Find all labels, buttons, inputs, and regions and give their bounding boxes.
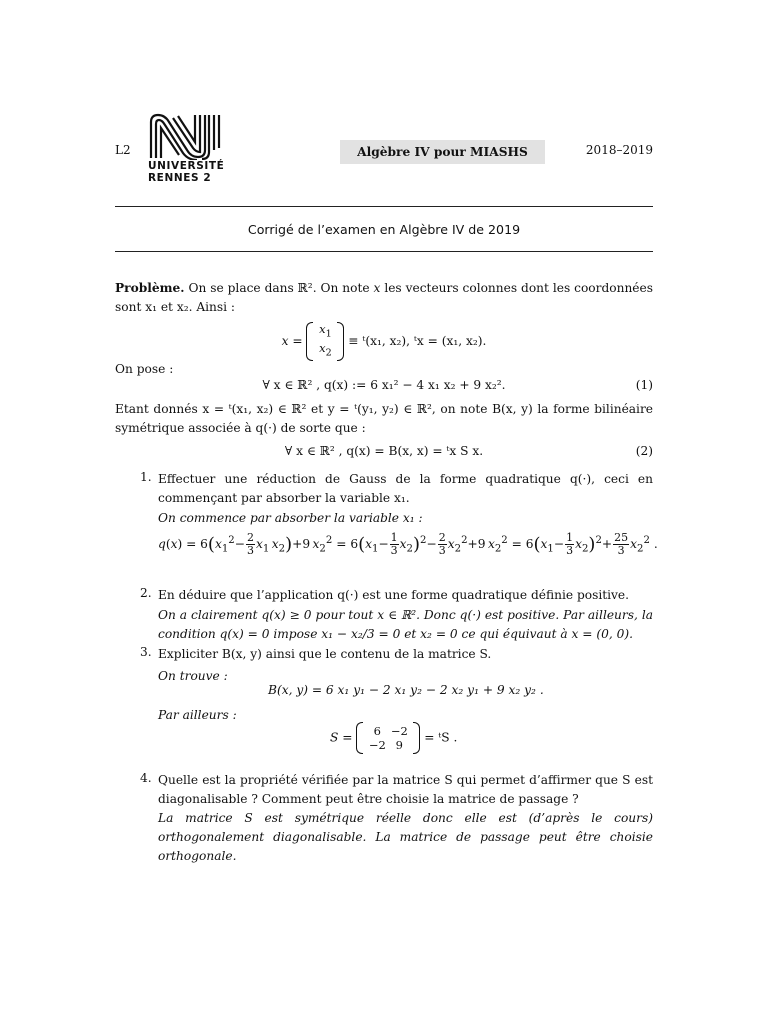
university-wordmark [148,160,224,184]
question-3-text: Expliciter B(x, y) ainsi que le contenu de la matrice S. [158,647,492,661]
matrix-S-tail: = ᵗS . [424,730,458,745]
question-1-answer: On commence par absorber la variable x₁ : [158,511,423,525]
question-4-number: 4. [140,771,152,785]
equation-2: ∀ x ∈ ℝ² , q(x) = B(x, x) = ᵗx S x. [284,444,484,458]
bilinear-form-text: Etant donnés x = ᵗ(x₁, x₂) ∈ ℝ² et y = ᵗ(y₁, y₂) ∈ ℝ², on note B(x, y) la forme bilinéaire symétrique associée à q(·) de sorte que : [115,402,653,435]
problem-heading: Problème. [115,281,185,295]
vector-equation-tail: ≡ ᵗ(x₁, x₂), ᵗx = (x₁, x₂). [348,333,487,348]
university-logo [147,112,225,160]
intro-part-a: On se place dans ℝ². On note [184,281,374,295]
question-1-text: Effectuer une réduction de Gauss de la forme quadratique q(·), ceci en commençant par absorber la variable x₁. [158,472,653,505]
academic-year: 2018–2019 [585,143,653,157]
problem-intro [115,279,653,317]
question-4-text: Quelle est la propriété vérifiée par la matrice S qui permet d’affirmer que S est diagonalisable ? Comment peut être choisie la matrice de passage ? [158,773,653,806]
equation-1: ∀ x ∈ ℝ² , q(x) := 6 x₁² − 4 x₁ x₂ + 9 x₂². [262,378,506,392]
question-3-number: 3. [140,645,152,659]
matrix-S-equation: S = 6 −2 −2 9 = ᵗS . [330,724,458,752]
bilinear-form-equation: B(x, y) = 6 x₁ y₁ − 2 x₁ y₂ − 2 x₂ y₁ + 9 x₂ y₂ . [268,683,544,697]
question-3-answer-b: Par ailleurs : [158,708,237,722]
question-1-number: 1. [140,470,152,484]
course-title: Algèbre IV pour MIASHS [340,140,545,164]
level-label: L2 [115,143,131,157]
equation-2-number: (2) [635,444,653,458]
university-line-2: RENNES 2 [148,172,212,184]
column-vector: $x_1$ $x_2$ [306,322,344,361]
equation-1-number: (1) [635,378,653,392]
question-2-number: 2. [140,586,152,600]
university-line-1: UNIVERSITÉ [148,160,225,172]
bottom-rule [115,251,653,252]
intro-part-b: les vecteurs colonnes dont les coordonnées sont x₁ et x₂. Ainsi : [115,281,653,314]
question-2-answer: On a clairement q(x) ≥ 0 pour tout x ∈ ℝ². Donc q(·) est positive. Par ailleurs, la condition q(x) = 0 impose x₁ − x₂/3 = 0 et x₂ = 0 ce qui équivaut à x = (0, 0). [158,608,653,641]
top-rule [115,206,653,207]
on-pose: On pose : [115,362,174,376]
matrix-S: 6 −2 −2 9 [356,722,420,754]
intro-x: x [373,281,381,295]
document-title: Corrigé de l’examen en Algèbre IV de 2019 [247,222,521,237]
question-2-text: En déduire que l’application q(·) est une forme quadratique définie positive. [158,588,629,602]
gauss-reduction-equation: $q(x) = 6(x_1^2-$ $\frac{2}{3}$ $x_1$ $x_2)+9$ $x_2^2 = 6(x_1-$ $\frac{1}{3}$ $x_2)^2-$ $\frac{2}{3}$ $x_2^2+9$ $x_2^2 = 6(x_1-$ $\frac{1}{3}$ $x_2)^2+$ $\frac{25}{3}$ $x_2^2$ . [158,531,658,557]
question-4-answer: La matrice S est symétrique réelle donc elle est (d’après le cours) orthogonalement diagonalisable. La matrice de passage peut être choisie orthogonale. [158,811,653,863]
question-3-answer-a: On trouve : [158,669,228,683]
vector-equation: x = $x_1$ $x_2$ ≡ ᵗ(x₁, x₂), ᵗx = (x₁, x₂). [281,322,487,359]
